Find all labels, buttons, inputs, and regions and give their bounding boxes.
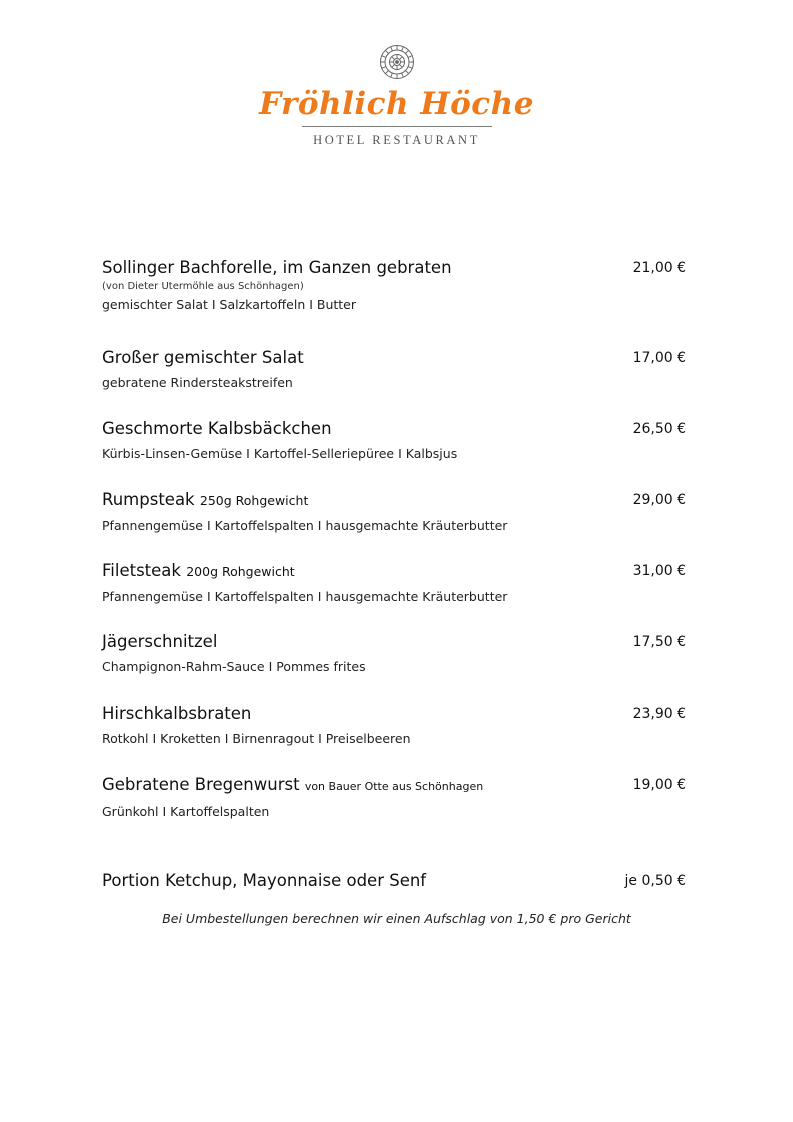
dish-sides: Kürbis-Linsen-Gemüse I Kartoffel-Selleriepüree I Kalbsjus <box>102 446 458 461</box>
menu-list <box>102 256 686 893</box>
menu-item <box>102 559 686 630</box>
brand-subtitle: HOTEL RESTAURANT <box>313 133 480 147</box>
dish-price: 17,00 € <box>632 350 686 366</box>
dish-price: 19,00 € <box>632 777 686 793</box>
dish-sides: Grünkohl I Kartoffelspalten <box>102 804 270 819</box>
dish-origin: von Bauer Otte aus Schönhagen <box>304 780 484 793</box>
surcharge-note: Bei Umbestellungen berechnen wir einen Aufschlag von 1,50 € pro Gericht <box>162 911 631 926</box>
dish-sides: Champignon-Rahm-Sauce I Pommes frites <box>102 659 366 674</box>
dish-price: 21,00 € <box>632 260 686 276</box>
menu-item <box>102 346 686 417</box>
dish-price: 17,50 € <box>632 634 686 650</box>
logo-divider <box>302 126 492 127</box>
dish-name: Sollinger Bachforelle, im Ganzen gebraten <box>102 258 452 277</box>
dish-sides: gebratene Rindersteakstreifen <box>102 375 293 390</box>
dish-name: Hirschkalbsbraten <box>102 704 252 723</box>
dish-weight: 200g Rohgewicht <box>186 564 295 579</box>
menu-item <box>102 256 686 346</box>
restaurant-logo <box>0 44 793 148</box>
dish-sides: gemischter Salat I Salzkartoffeln I Butter <box>102 297 357 312</box>
dish-price: 23,90 € <box>632 706 686 722</box>
extra-name: Portion Ketchup, Mayonnaise oder Senf <box>102 871 427 890</box>
dish-price: 26,50 € <box>632 421 686 437</box>
brand-name: Fröhlich Höche <box>259 86 534 122</box>
menu-item <box>102 630 686 702</box>
dish-sides: Rotkohl I Kroketten I Birnenragout I Preiselbeeren <box>102 731 411 746</box>
dish-name: Filetsteak 200g Rohgewicht <box>102 561 295 580</box>
menu-item <box>102 488 686 559</box>
menu-item-extra <box>102 869 686 893</box>
dish-name: Geschmorte Kalbsbäckchen <box>102 419 332 438</box>
extra-price: je 0,50 € <box>624 873 686 889</box>
dish-name: Jägerschnitzel <box>102 632 218 651</box>
rosette-emblem-icon <box>379 44 415 80</box>
dish-origin-note: (von Dieter Utermöhle aus Schönhagen) <box>102 281 304 292</box>
dish-name: Gebratene Bregenwurst von Bauer Otte aus Schönhagen <box>102 775 484 794</box>
dish-weight: 250g Rohgewicht <box>199 493 309 508</box>
dish-sides: Pfannengemüse I Kartoffelspalten I hausgemachte Kräuterbutter <box>102 518 508 533</box>
dish-price: 31,00 € <box>632 563 686 579</box>
menu-item <box>102 702 686 773</box>
dish-name: Großer gemischter Salat <box>102 348 304 367</box>
dish-sides: Pfannengemüse I Kartoffelspalten I hausgemachte Kräuterbutter <box>102 589 508 604</box>
dish-name: Rumpsteak 250g Rohgewicht <box>102 490 309 509</box>
dish-price: 29,00 € <box>632 492 686 508</box>
menu-item <box>102 417 686 488</box>
menu-item <box>102 773 686 869</box>
